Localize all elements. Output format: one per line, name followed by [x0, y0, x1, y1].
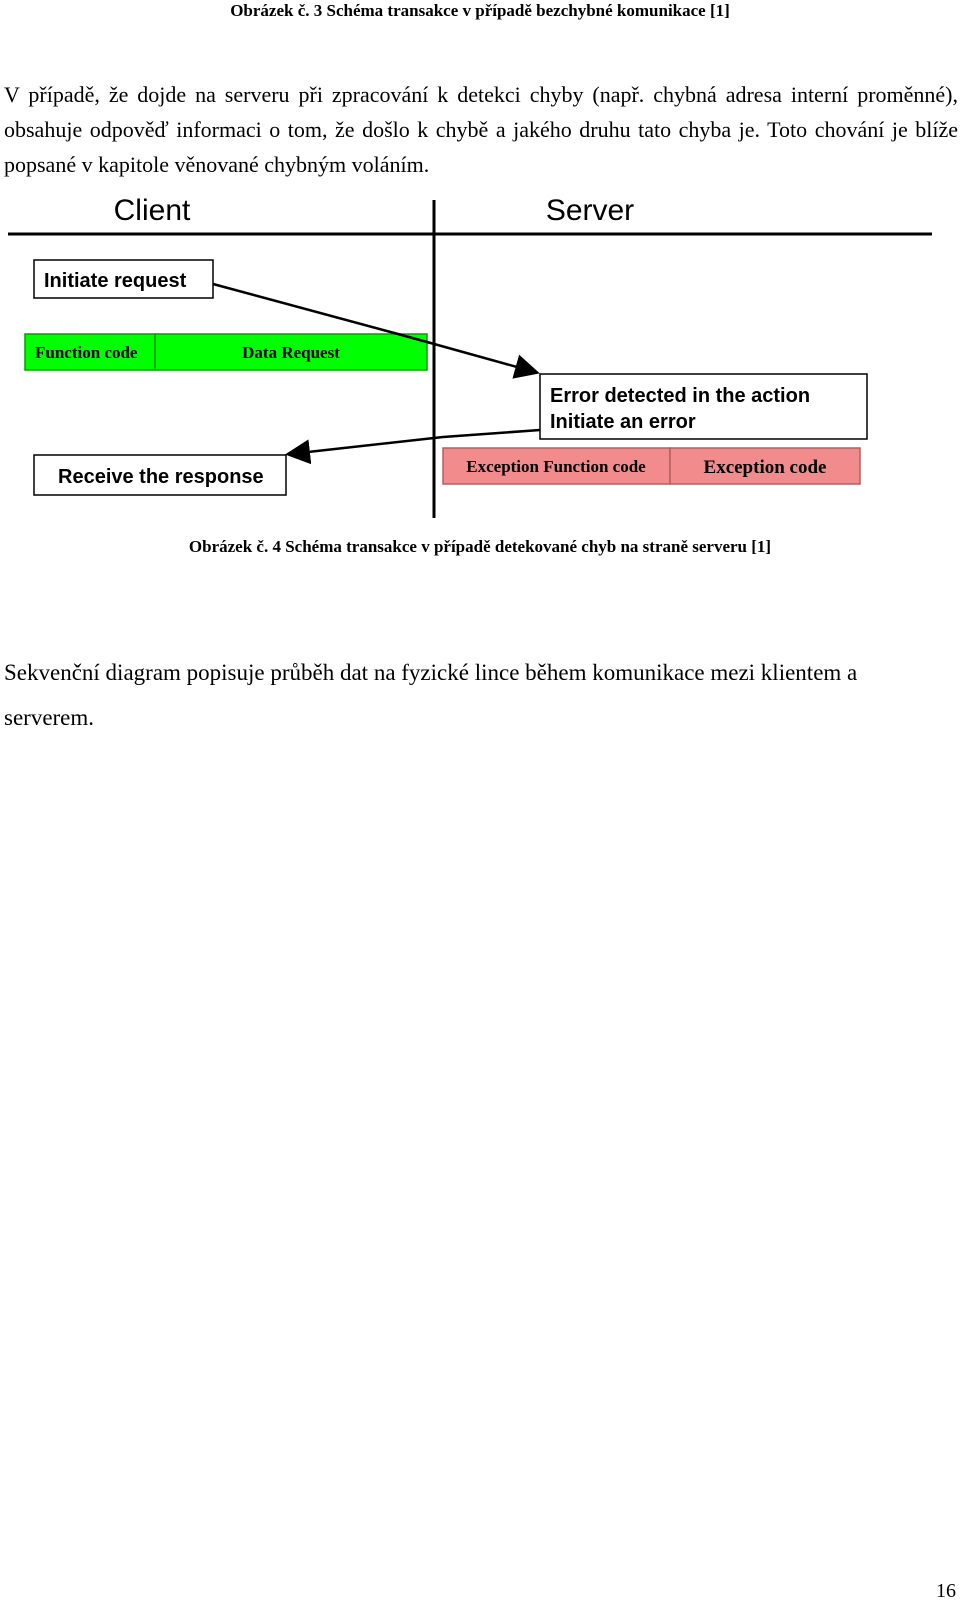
receive-response-label: Receive the response — [58, 466, 264, 488]
exception-function-code-label: Exception Function code — [466, 457, 646, 476]
page-number: 16 — [936, 1580, 956, 1602]
figure-3-caption: Obrázek č. 3 Schéma transakce v případě bezchybné komunikace [1] — [230, 1, 730, 20]
initiate-error-label: Initiate an error — [550, 411, 696, 433]
paragraph-sequence-diagram: Sekvenční diagram popisuje průběh dat na fyzické lince během komunikace mezi klientem a serverem. — [4, 660, 858, 730]
data-request-label: Data Request — [242, 343, 340, 362]
exception-code-label: Exception code — [703, 457, 827, 478]
initiate-request-label: Initiate request — [44, 270, 187, 292]
server-header: Server — [545, 194, 635, 227]
function-code-label: Function code — [35, 343, 138, 362]
sequence-diagram — [0, 192, 960, 532]
paragraph-error-description: V případě, že dojde na serveru při zpracování k detekci chyby (např. chybná adresa interní proměnné), obsahuje odpověď informaci o tom, že došlo k chybě a jakého druhu tato chyba je. Toto chování je blíže popsané v kapitole věnované chybným voláním. — [4, 82, 958, 177]
error-detected-label: Error detected in the action — [550, 385, 811, 407]
client-header: Client — [113, 194, 191, 227]
figure-4-caption: Obrázek č. 4 Schéma transakce v případě detekované chyb na straně serveru [1] — [188, 537, 772, 556]
